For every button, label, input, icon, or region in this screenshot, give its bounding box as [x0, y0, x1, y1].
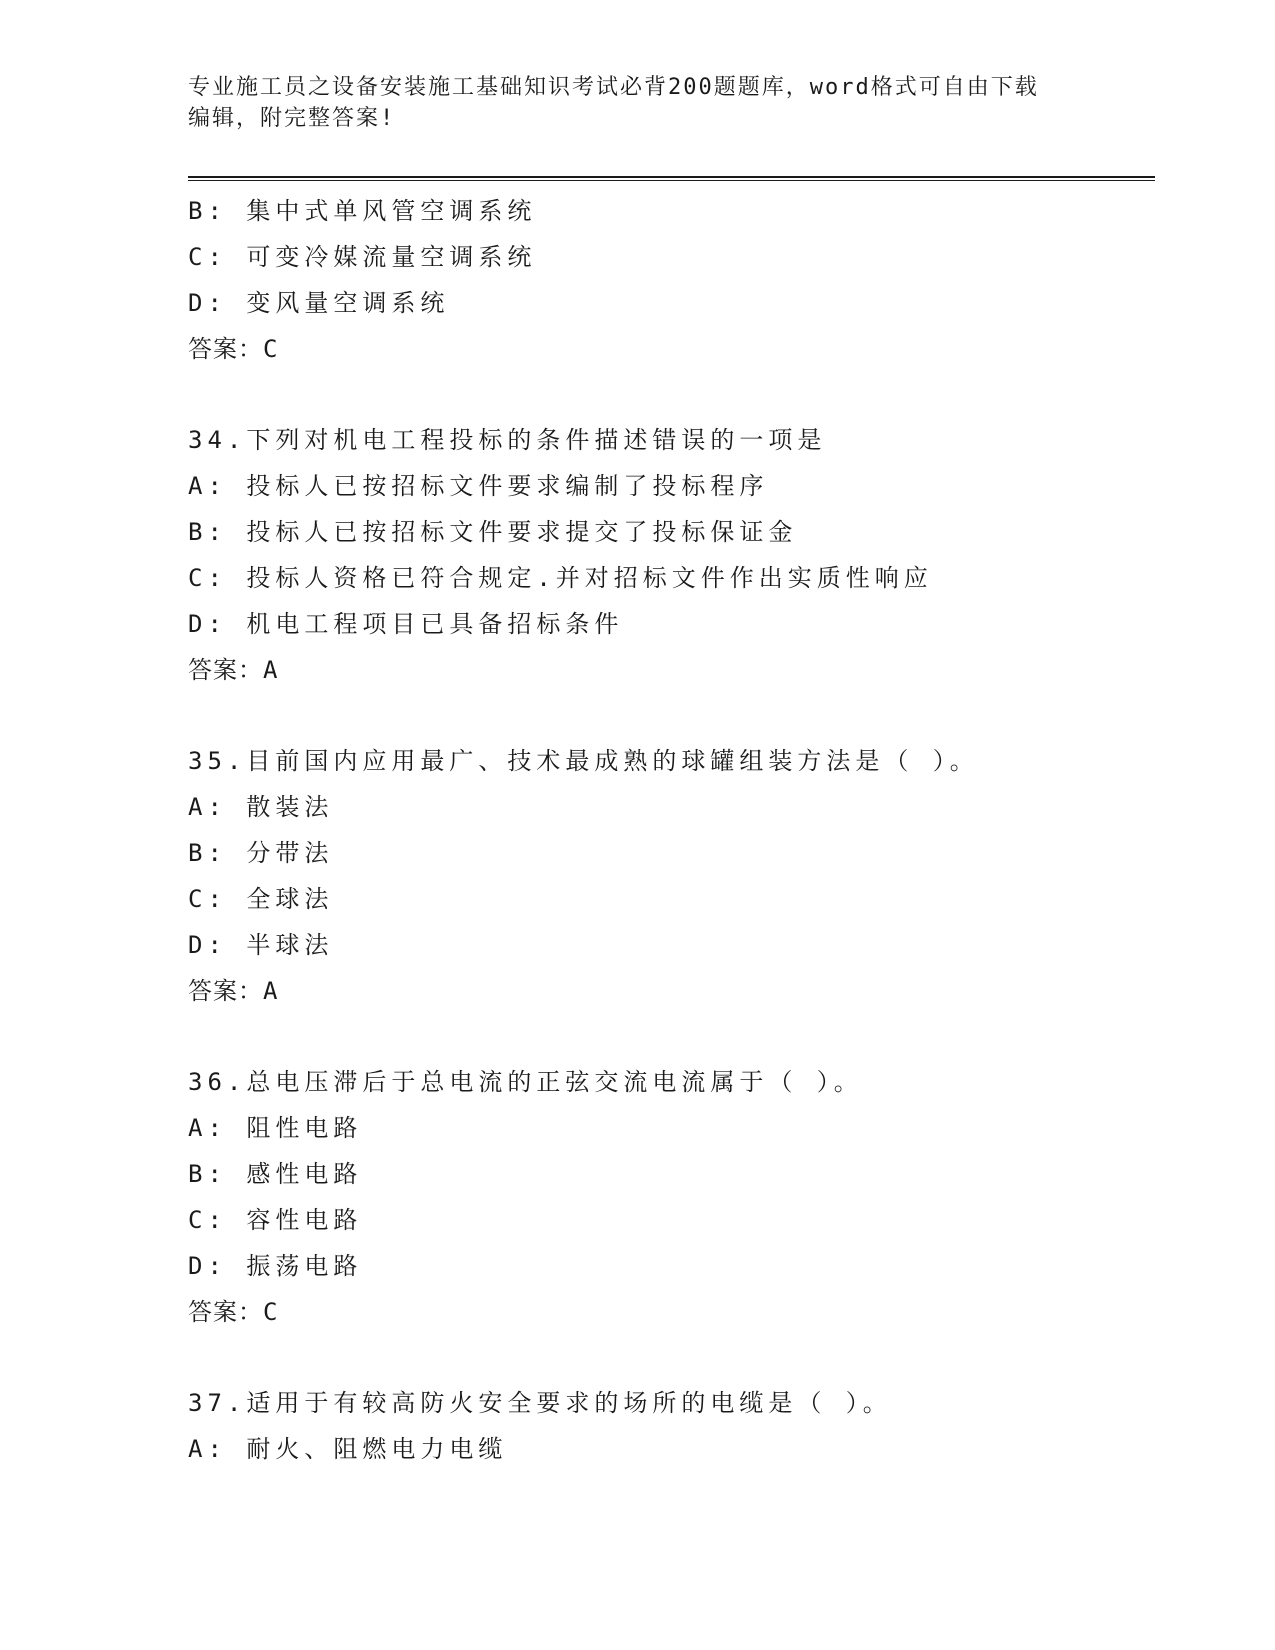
question-block-33	[188, 188, 1168, 372]
answer: 答案：C	[188, 335, 279, 363]
option-b: B: 集中式单风管空调系统	[188, 197, 537, 225]
option-a: A: 耐火、阻燃电力电缆	[188, 1435, 508, 1463]
answer: 答案：A	[188, 656, 279, 684]
option-d: D: 半球法	[188, 931, 334, 959]
option-c: C: 可变冷媒流量空调系统	[188, 243, 537, 271]
option-d: D: 变风量空调系统	[188, 289, 450, 317]
header-title-line-1: 专业施工员之设备安装施工基础知识考试必背200题题库，word格式可自由下载	[188, 75, 1039, 100]
question-stem: 36.总电压滞后于总电流的正弦交流电流属于（ ）。	[188, 1068, 863, 1096]
option-c: C: 全球法	[188, 885, 334, 913]
question-stem: 35.目前国内应用最广、技术最成熟的球罐组装方法是（ ）。	[188, 747, 979, 775]
option-b: B: 感性电路	[188, 1160, 363, 1188]
answer: 答案：A	[188, 977, 279, 1005]
question-block-36	[188, 1059, 1168, 1335]
question-list	[188, 188, 1168, 1472]
header-divider	[188, 176, 1155, 181]
question-stem: 34.下列对机电工程投标的条件描述错误的一项是	[188, 426, 827, 454]
option-b: B: 投标人已按招标文件要求提交了投标保证金	[188, 518, 798, 546]
question-block-37	[188, 1380, 1168, 1472]
question-block-35	[188, 738, 1168, 1014]
option-c: C: 投标人资格已符合规定.并对招标文件作出实质性响应	[188, 564, 933, 592]
header-title-line-2: 编辑，附完整答案!	[188, 106, 396, 131]
option-b: B: 分带法	[188, 839, 334, 867]
option-d: D: 振荡电路	[188, 1252, 363, 1280]
option-d: D: 机电工程项目已具备招标条件	[188, 610, 624, 638]
question-stem: 37.适用于有较高防火安全要求的场所的电缆是（ ）。	[188, 1389, 892, 1417]
page-header	[188, 72, 1088, 134]
answer: 答案：C	[188, 1298, 279, 1326]
option-a: A: 投标人已按招标文件要求编制了投标程序	[188, 472, 769, 500]
question-block-34	[188, 417, 1168, 693]
option-a: A: 阻性电路	[188, 1114, 363, 1142]
option-a: A: 散装法	[188, 793, 334, 821]
option-c: C: 容性电路	[188, 1206, 363, 1234]
